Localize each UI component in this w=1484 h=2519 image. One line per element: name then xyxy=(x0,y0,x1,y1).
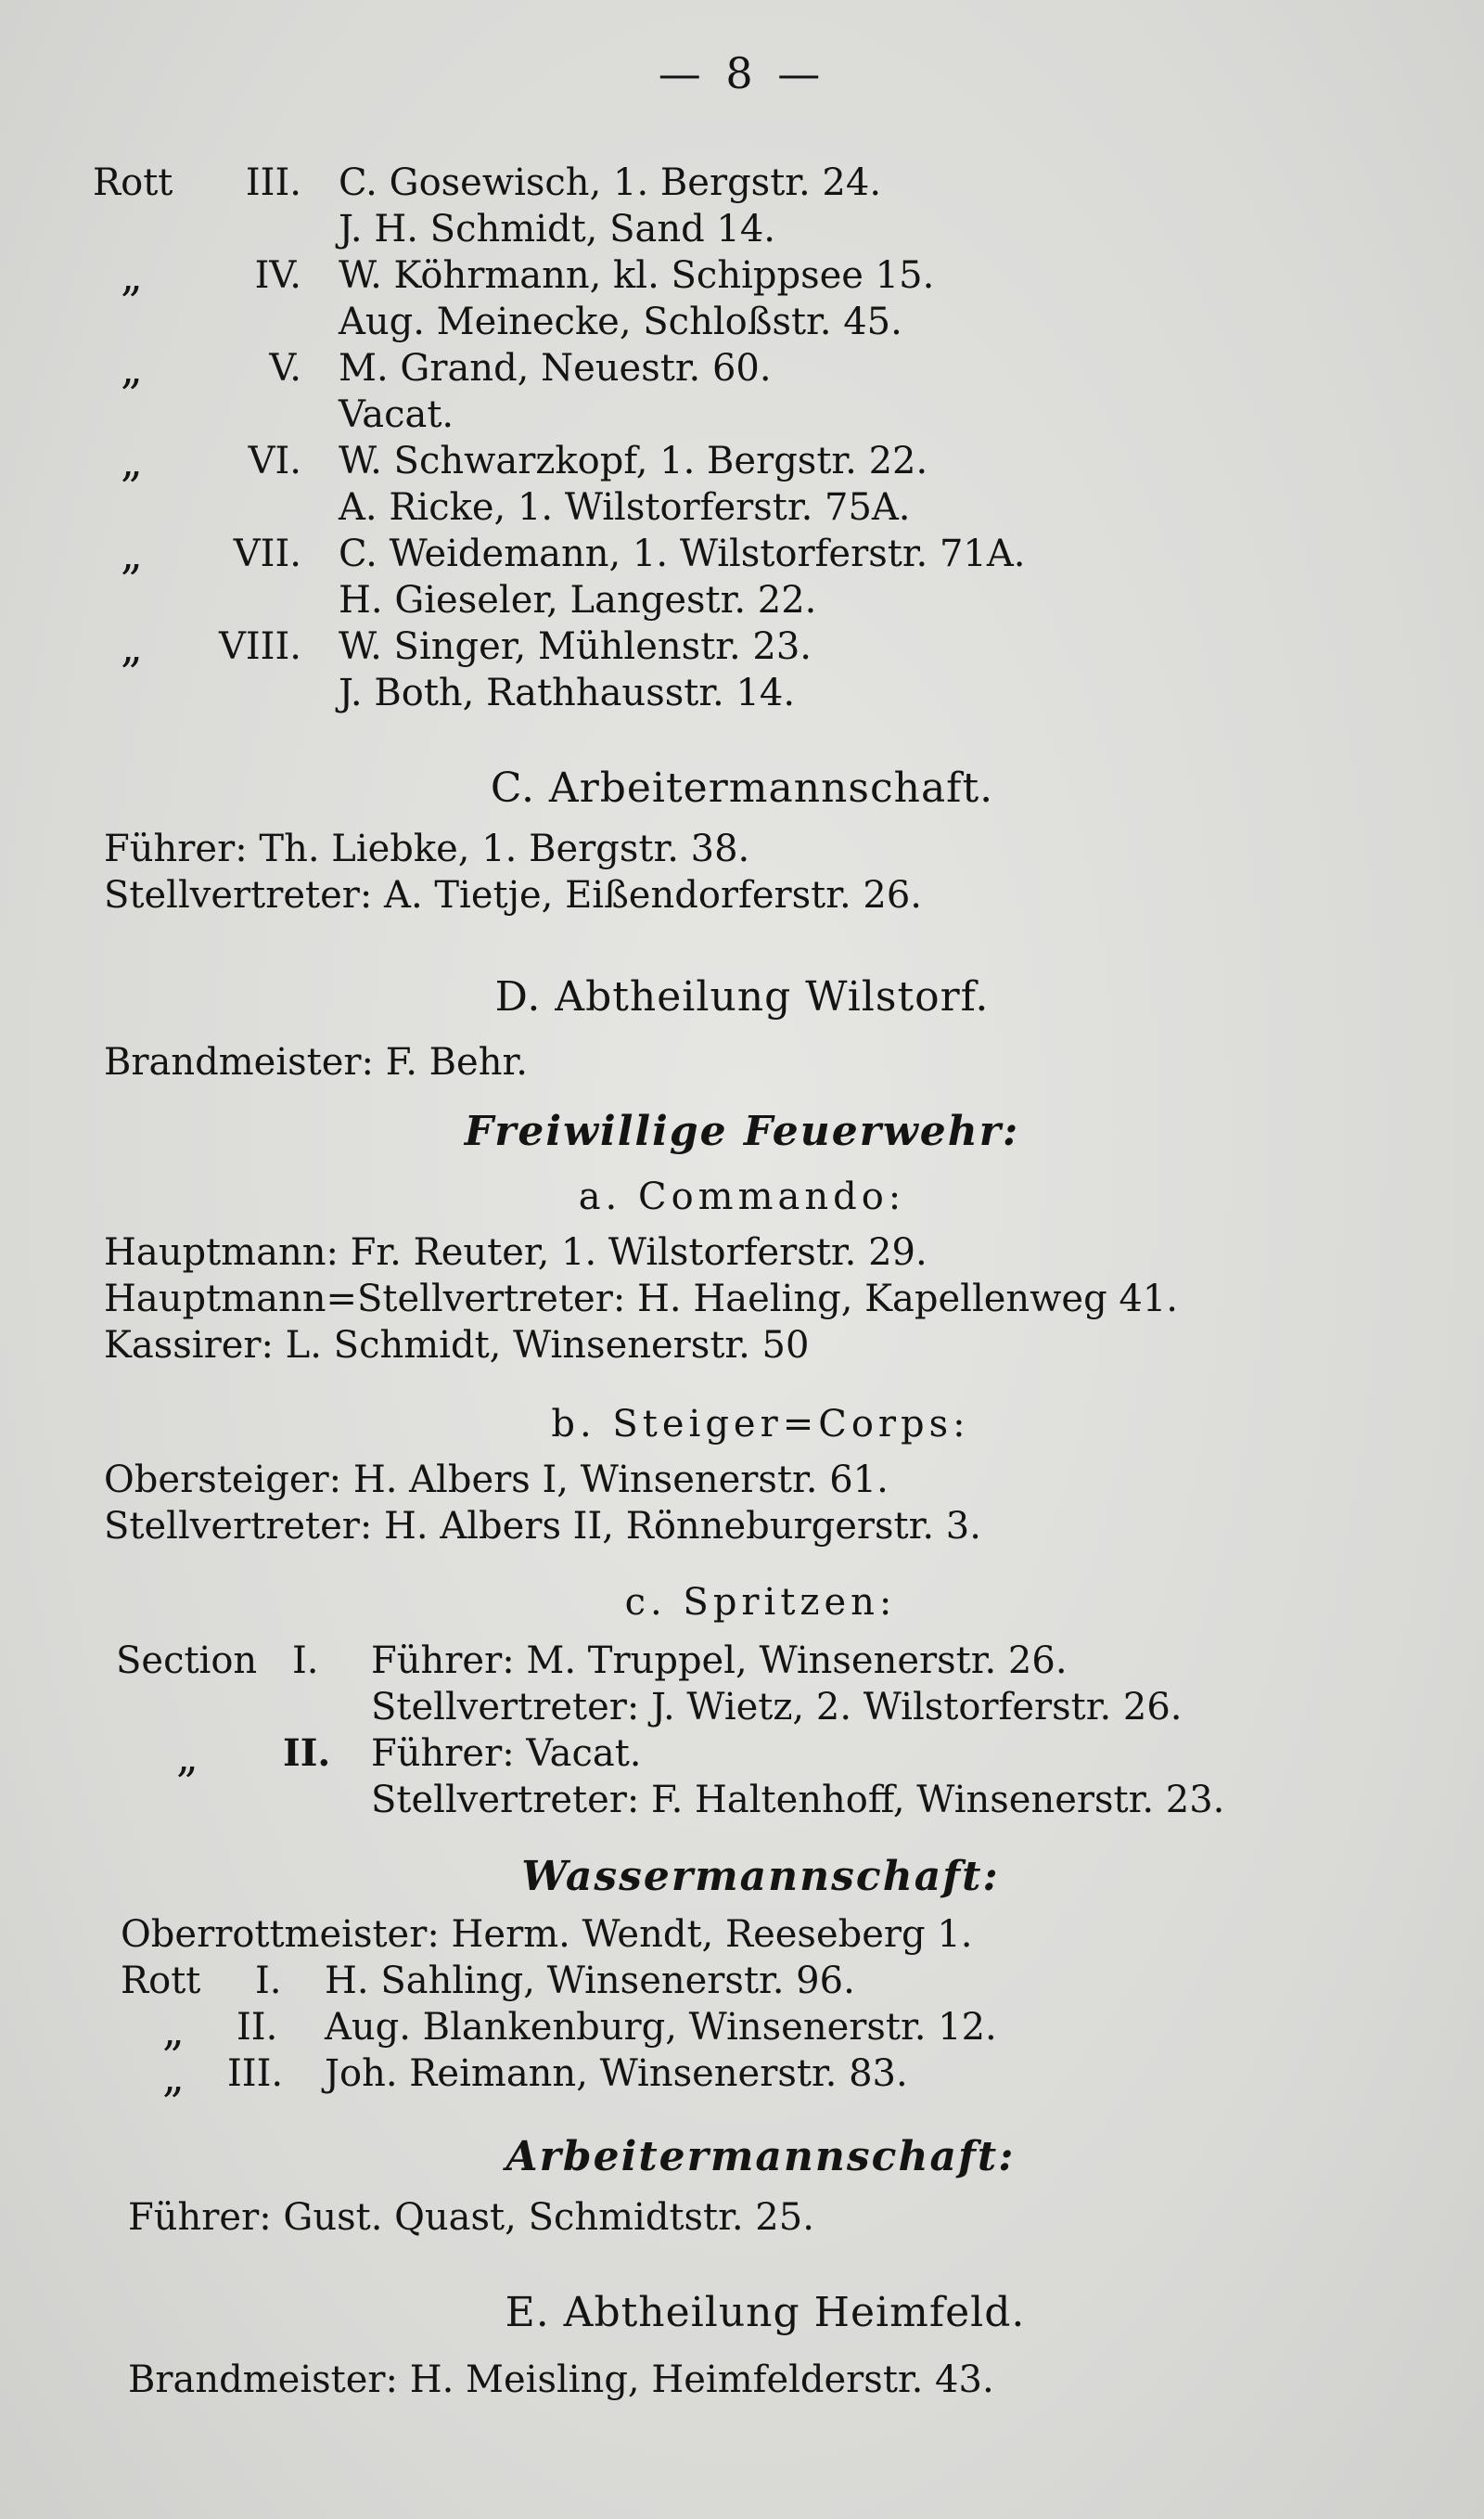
commando-line: Hauptmann: Fr. Reuter, 1. Wilstorferstr. 29. xyxy=(104,1231,928,1274)
section-e-heading: E. Abtheilung Heimfeld. xyxy=(505,2289,1026,2336)
freiwillige-heading: Freiwillige Feuerwehr: xyxy=(464,1108,1020,1155)
rott-entry: A. Ricke, 1. Wilstorferstr. 75A. xyxy=(339,486,911,529)
rott-label: Rott xyxy=(121,1960,201,2002)
rott-number: I. xyxy=(255,1960,282,2002)
wasser-heading: Wassermannschaft: xyxy=(521,1853,1000,1900)
wasser-entry: Aug. Blankenburg, Winsenerstr. 12. xyxy=(325,2006,997,2049)
oberrott-line: Oberrottmeister: Herm. Wendt, Reeseberg 1. xyxy=(121,1913,973,1956)
steiger-heading: b. Steiger=Corps: xyxy=(551,1403,970,1446)
rott-number: VI. xyxy=(248,440,301,482)
rott-entry: Aug. Meinecke, Schloßstr. 45. xyxy=(339,301,902,343)
commando-line: Hauptmann=Stellvertreter: H. Haeling, Kapellenweg 41. xyxy=(104,1278,1179,1320)
arbeiter-line: Führer: Gust. Quast, Schmidtstr. 25. xyxy=(128,2196,814,2239)
rott-number: VII. xyxy=(233,533,301,575)
ditto-mark: „ xyxy=(121,622,143,672)
section-label: Section xyxy=(116,1639,258,1682)
page-number: — 8 — xyxy=(658,48,826,98)
spritzen-line: Führer: Vacat. xyxy=(371,1732,642,1775)
rott-number: III. xyxy=(227,2052,284,2095)
spritzen-line: Stellvertreter: F. Haltenhoff, Winsenerstr. 23. xyxy=(371,1779,1225,1821)
arbeiter-heading: Arbeitermannschaft: xyxy=(505,2133,1016,2180)
ditto-mark: „ xyxy=(121,436,143,486)
ditto-mark: „ xyxy=(162,2051,185,2101)
steiger-line: Stellvertreter: H. Albers II, Rönneburgerstr. 3. xyxy=(104,1505,981,1548)
rott-entry: C. Gosewisch, 1. Bergstr. 24. xyxy=(339,161,882,204)
ditto-mark: „ xyxy=(121,251,143,301)
rott-number: II. xyxy=(237,2006,278,2049)
section-number: II. xyxy=(283,1731,331,1775)
rott-entry: W. Schwarzkopf, 1. Bergstr. 22. xyxy=(339,440,928,482)
spritzen-line: Stellvertreter: J. Wietz, 2. Wilstorferstr. 26. xyxy=(371,1686,1183,1729)
section-c-heading: C. Arbeitermannschaft. xyxy=(490,765,994,812)
brandmeister-line: Brandmeister: F. Behr. xyxy=(104,1041,528,1084)
brandmeister-line: Brandmeister: H. Meisling, Heimfelderstr. 43. xyxy=(128,2358,994,2401)
rott-entry: H. Gieseler, Langestr. 22. xyxy=(339,579,817,622)
ditto-mark: „ xyxy=(121,529,143,579)
ditto-mark: „ xyxy=(121,343,143,393)
rott-entry: J. Both, Rathhausstr. 14. xyxy=(339,672,796,714)
rott-number: III. xyxy=(245,161,301,204)
rott-entry: J. H. Schmidt, Sand 14. xyxy=(339,208,776,251)
wasser-entry: H. Sahling, Winsenerstr. 96. xyxy=(325,1960,855,2002)
commando-heading: a. Commando: xyxy=(578,1176,906,1218)
rott-entry: M. Grand, Neuestr. 60. xyxy=(339,347,772,390)
ditto-mark: „ xyxy=(176,1731,198,1781)
rott-number: IV. xyxy=(254,254,301,297)
deputy-line: Stellvertreter: A. Tietje, Eißendorferstr. 26. xyxy=(104,874,923,917)
wasser-entry: Joh. Reimann, Winsenerstr. 83. xyxy=(325,2052,908,2095)
commando-line: Kassirer: L. Schmidt, Winsenerstr. 50 xyxy=(104,1324,810,1367)
ditto-mark: „ xyxy=(162,2005,185,2055)
rott-entry: Vacat. xyxy=(339,393,454,436)
spritzen-line: Führer: M. Truppel, Winsenerstr. 26. xyxy=(371,1639,1068,1682)
steiger-line: Obersteiger: H. Albers I, Winsenerstr. 61. xyxy=(104,1459,889,1501)
rott-number: V. xyxy=(269,347,301,390)
rott-label: Rott xyxy=(93,161,173,204)
spritzen-heading: c. Spritzen: xyxy=(624,1581,897,1624)
leader-line: Führer: Th. Liebke, 1. Bergstr. 38. xyxy=(104,828,750,870)
rott-entry: W. Singer, Mühlenstr. 23. xyxy=(339,625,812,668)
section-d-heading: D. Abtheilung Wilstorf. xyxy=(494,973,990,1021)
rott-entry: W. Köhrmann, kl. Schippsee 15. xyxy=(339,254,935,297)
rott-number: VIII. xyxy=(218,625,301,668)
rott-entry: C. Weidemann, 1. Wilstorferstr. 71A. xyxy=(339,533,1026,575)
section-number: I. xyxy=(292,1639,319,1682)
